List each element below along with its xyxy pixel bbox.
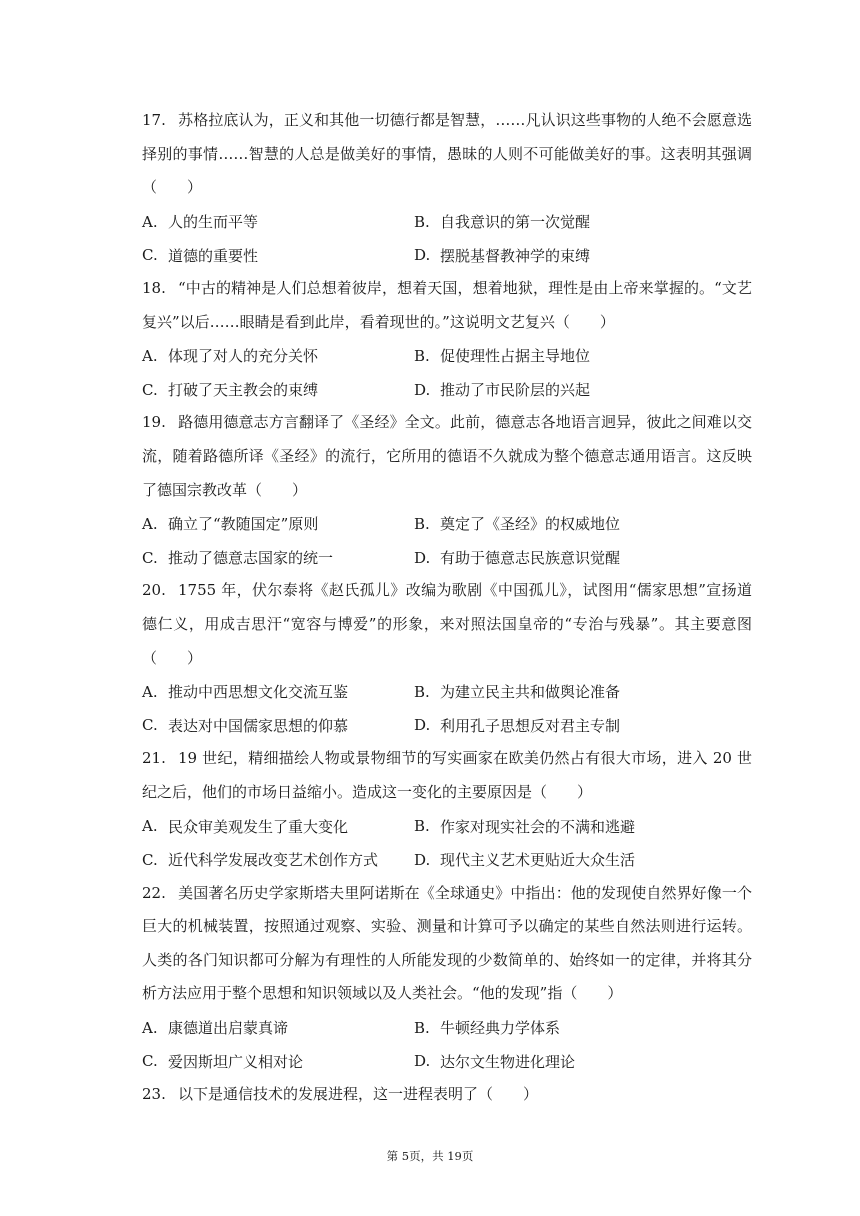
option-letter: A. bbox=[142, 682, 158, 701]
question-text: 以下是通信技术的发展进程，这一进程表明了（ ） bbox=[178, 1085, 539, 1104]
option-d[interactable] bbox=[414, 849, 635, 870]
option-row bbox=[142, 541, 752, 575]
option-letter: A. bbox=[142, 514, 158, 533]
question-stem bbox=[142, 742, 752, 809]
option-text: 民众审美观发生了重大变化 bbox=[168, 817, 349, 836]
question-text: “中古的精神是人们总想着彼岸，想着天国，想着地狱，理性是由上帝来掌握的。“文艺复兴”以后……眼睛是看到此岸，看着现世的。”这说明文艺复兴（ ） bbox=[142, 278, 752, 331]
option-row bbox=[142, 1045, 752, 1079]
option-letter: B. bbox=[414, 514, 430, 533]
option-row bbox=[142, 507, 752, 541]
option-c[interactable] bbox=[142, 1051, 414, 1072]
answer-options bbox=[142, 339, 752, 406]
option-letter: B. bbox=[414, 346, 430, 365]
question-20 bbox=[142, 574, 752, 742]
question-stem bbox=[142, 574, 752, 675]
option-b[interactable] bbox=[414, 816, 635, 837]
option-a[interactable] bbox=[142, 211, 414, 232]
option-text: 人的生而平等 bbox=[168, 213, 259, 232]
answer-options bbox=[142, 205, 752, 272]
question-list bbox=[142, 104, 752, 1112]
option-text: 有助于德意志民族意识觉醒 bbox=[440, 549, 621, 568]
option-text: 自我意识的第一次觉醒 bbox=[440, 213, 591, 232]
option-d[interactable] bbox=[414, 1051, 575, 1072]
option-row bbox=[142, 1011, 752, 1045]
option-letter: C. bbox=[142, 246, 158, 265]
question-number: 19. bbox=[142, 413, 166, 432]
option-row bbox=[142, 205, 752, 239]
question-text: 苏格拉底认为，正义和其他一切德行都是智慧，……凡认识这些事物的人绝不会愿意选择别的事情……智慧的人总是做美好的事情，愚昧的人则不可能做美好的事。这表明其强调（ ） bbox=[142, 111, 752, 197]
option-d[interactable] bbox=[414, 245, 590, 266]
option-text: 表达对中国儒家思想的仰慕 bbox=[168, 716, 349, 735]
option-text: 摆脱基督教神学的束缚 bbox=[440, 246, 591, 265]
question-number: 17. bbox=[142, 111, 166, 129]
question-19 bbox=[142, 406, 752, 574]
option-c[interactable] bbox=[142, 379, 414, 400]
option-b[interactable] bbox=[414, 345, 590, 366]
answer-options bbox=[142, 675, 752, 742]
question-23 bbox=[142, 1078, 752, 1112]
option-letter: D. bbox=[414, 850, 431, 869]
option-b[interactable] bbox=[414, 211, 590, 232]
option-text: 推动了德意志国家的统一 bbox=[168, 549, 334, 568]
option-row bbox=[142, 843, 752, 877]
option-letter: C. bbox=[142, 380, 158, 399]
option-d[interactable] bbox=[414, 379, 590, 400]
option-letter: C. bbox=[142, 850, 158, 869]
option-letter: C. bbox=[142, 1052, 158, 1071]
option-b[interactable] bbox=[414, 681, 620, 702]
option-text: 为建立民主共和做舆论准备 bbox=[440, 683, 621, 702]
option-text: 确立了“教随国定”原则 bbox=[168, 515, 319, 534]
option-text: 牛顿经典力学体系 bbox=[440, 1019, 561, 1038]
option-row bbox=[142, 339, 752, 373]
question-22 bbox=[142, 877, 752, 1079]
question-number: 21. bbox=[142, 749, 166, 768]
option-row bbox=[142, 238, 752, 272]
question-stem bbox=[142, 104, 752, 205]
option-a[interactable] bbox=[142, 513, 414, 534]
question-stem bbox=[142, 406, 752, 507]
question-18 bbox=[142, 272, 752, 406]
option-row bbox=[142, 809, 752, 843]
question-text: 路德用德意志方言翻译了《圣经》全文。此前，德意志各地语言迥异，彼此之间难以交流，随着路德所译《圣经》的流行，它所用的德语不久就成为整个德意志通用语言。这反映了德国宗教改革（ ） bbox=[142, 413, 752, 499]
option-a[interactable] bbox=[142, 345, 414, 366]
question-number: 18. bbox=[142, 278, 166, 297]
answer-options bbox=[142, 1011, 752, 1078]
option-text: 推动中西思想文化交流互鉴 bbox=[168, 683, 349, 702]
option-letter: D. bbox=[414, 380, 431, 399]
option-text: 推动了市民阶层的兴起 bbox=[440, 381, 591, 400]
option-row bbox=[142, 709, 752, 743]
option-letter: A. bbox=[142, 1018, 158, 1037]
question-text: 1755 年，伏尔泰将《赵氏孤儿》改编为歌剧《中国孤儿》，试图用“儒家思想”宣扬道德仁义，用成吉思汗“宽容与博爱”的形象，来对照法国皇帝的“专治与残暴”。其主要意图（ ） bbox=[142, 581, 752, 667]
question-stem bbox=[142, 272, 752, 339]
option-row bbox=[142, 373, 752, 407]
option-letter: D. bbox=[414, 548, 431, 567]
question-17 bbox=[142, 104, 752, 272]
option-letter: D. bbox=[414, 1052, 431, 1071]
option-c[interactable] bbox=[142, 849, 414, 870]
option-text: 道德的重要性 bbox=[168, 246, 259, 265]
option-letter: B. bbox=[414, 682, 430, 701]
answer-options bbox=[142, 809, 752, 876]
option-text: 打破了天主教会的束缚 bbox=[168, 381, 319, 400]
option-text: 爱因斯坦广义相对论 bbox=[168, 1052, 304, 1071]
question-number: 23. bbox=[142, 1085, 166, 1104]
question-text: 美国著名历史学家斯塔夫里阿诺斯在《全球通史》中指出：他的发现使自然界好像一个巨大的机械装置，按照通过观察、实验、测量和计算可予以确定的某些自然法则进行运转。人类的各门知识都可分解为有理性的人所能发现的少数简单的、始终如一的定律，并将其分析方法应用于整个思想和知识领域以及人类社会。“他的发现”指（ ） bbox=[142, 883, 752, 1003]
option-letter: B. bbox=[414, 817, 430, 836]
question-stem bbox=[142, 1078, 752, 1112]
question-text: 19 世纪，精细描绘人物或景物细节的写实画家在欧美仍然占有很大市场，进入 20 世纪之后，他们的市场日益缩小。造成这一变化的主要原因是（ ） bbox=[142, 749, 752, 801]
option-a[interactable] bbox=[142, 681, 414, 702]
option-letter: D. bbox=[414, 716, 431, 735]
option-text: 促使理性占据主导地位 bbox=[440, 347, 591, 366]
option-c[interactable] bbox=[142, 547, 414, 568]
option-letter: A. bbox=[142, 817, 158, 836]
option-letter: A. bbox=[142, 346, 158, 365]
option-letter: A. bbox=[142, 212, 158, 231]
question-21 bbox=[142, 742, 752, 876]
option-c[interactable] bbox=[142, 715, 414, 736]
option-text: 奠定了《圣经》的权威地位 bbox=[440, 515, 621, 534]
option-letter: D. bbox=[414, 246, 431, 265]
option-text: 康德道出启蒙真谛 bbox=[168, 1019, 289, 1038]
option-text: 达尔文生物进化理论 bbox=[440, 1052, 576, 1071]
option-d[interactable] bbox=[414, 715, 620, 736]
option-letter: B. bbox=[414, 1018, 430, 1037]
option-letter: C. bbox=[142, 716, 158, 735]
question-number: 20. bbox=[142, 581, 166, 600]
option-row bbox=[142, 675, 752, 709]
option-a[interactable] bbox=[142, 1017, 414, 1038]
option-letter: B. bbox=[414, 212, 430, 231]
option-text: 体现了对人的充分关怀 bbox=[168, 347, 319, 366]
option-text: 现代主义艺术更贴近大众生活 bbox=[440, 851, 636, 870]
page-footer: 第 5页，共 19页 bbox=[386, 1149, 474, 1163]
option-text: 利用孔子思想反对君主专制 bbox=[440, 716, 621, 735]
option-text: 近代科学发展改变艺术创作方式 bbox=[168, 851, 379, 870]
option-c[interactable] bbox=[142, 245, 414, 266]
option-a[interactable] bbox=[142, 816, 414, 837]
question-stem bbox=[142, 877, 752, 1011]
question-number: 22. bbox=[142, 883, 166, 902]
answer-options bbox=[142, 507, 752, 574]
option-b[interactable] bbox=[414, 1017, 560, 1038]
option-text: 作家对现实社会的不满和逃避 bbox=[440, 817, 636, 836]
option-d[interactable] bbox=[414, 547, 620, 568]
option-b[interactable] bbox=[414, 513, 620, 534]
option-letter: C. bbox=[142, 548, 158, 567]
